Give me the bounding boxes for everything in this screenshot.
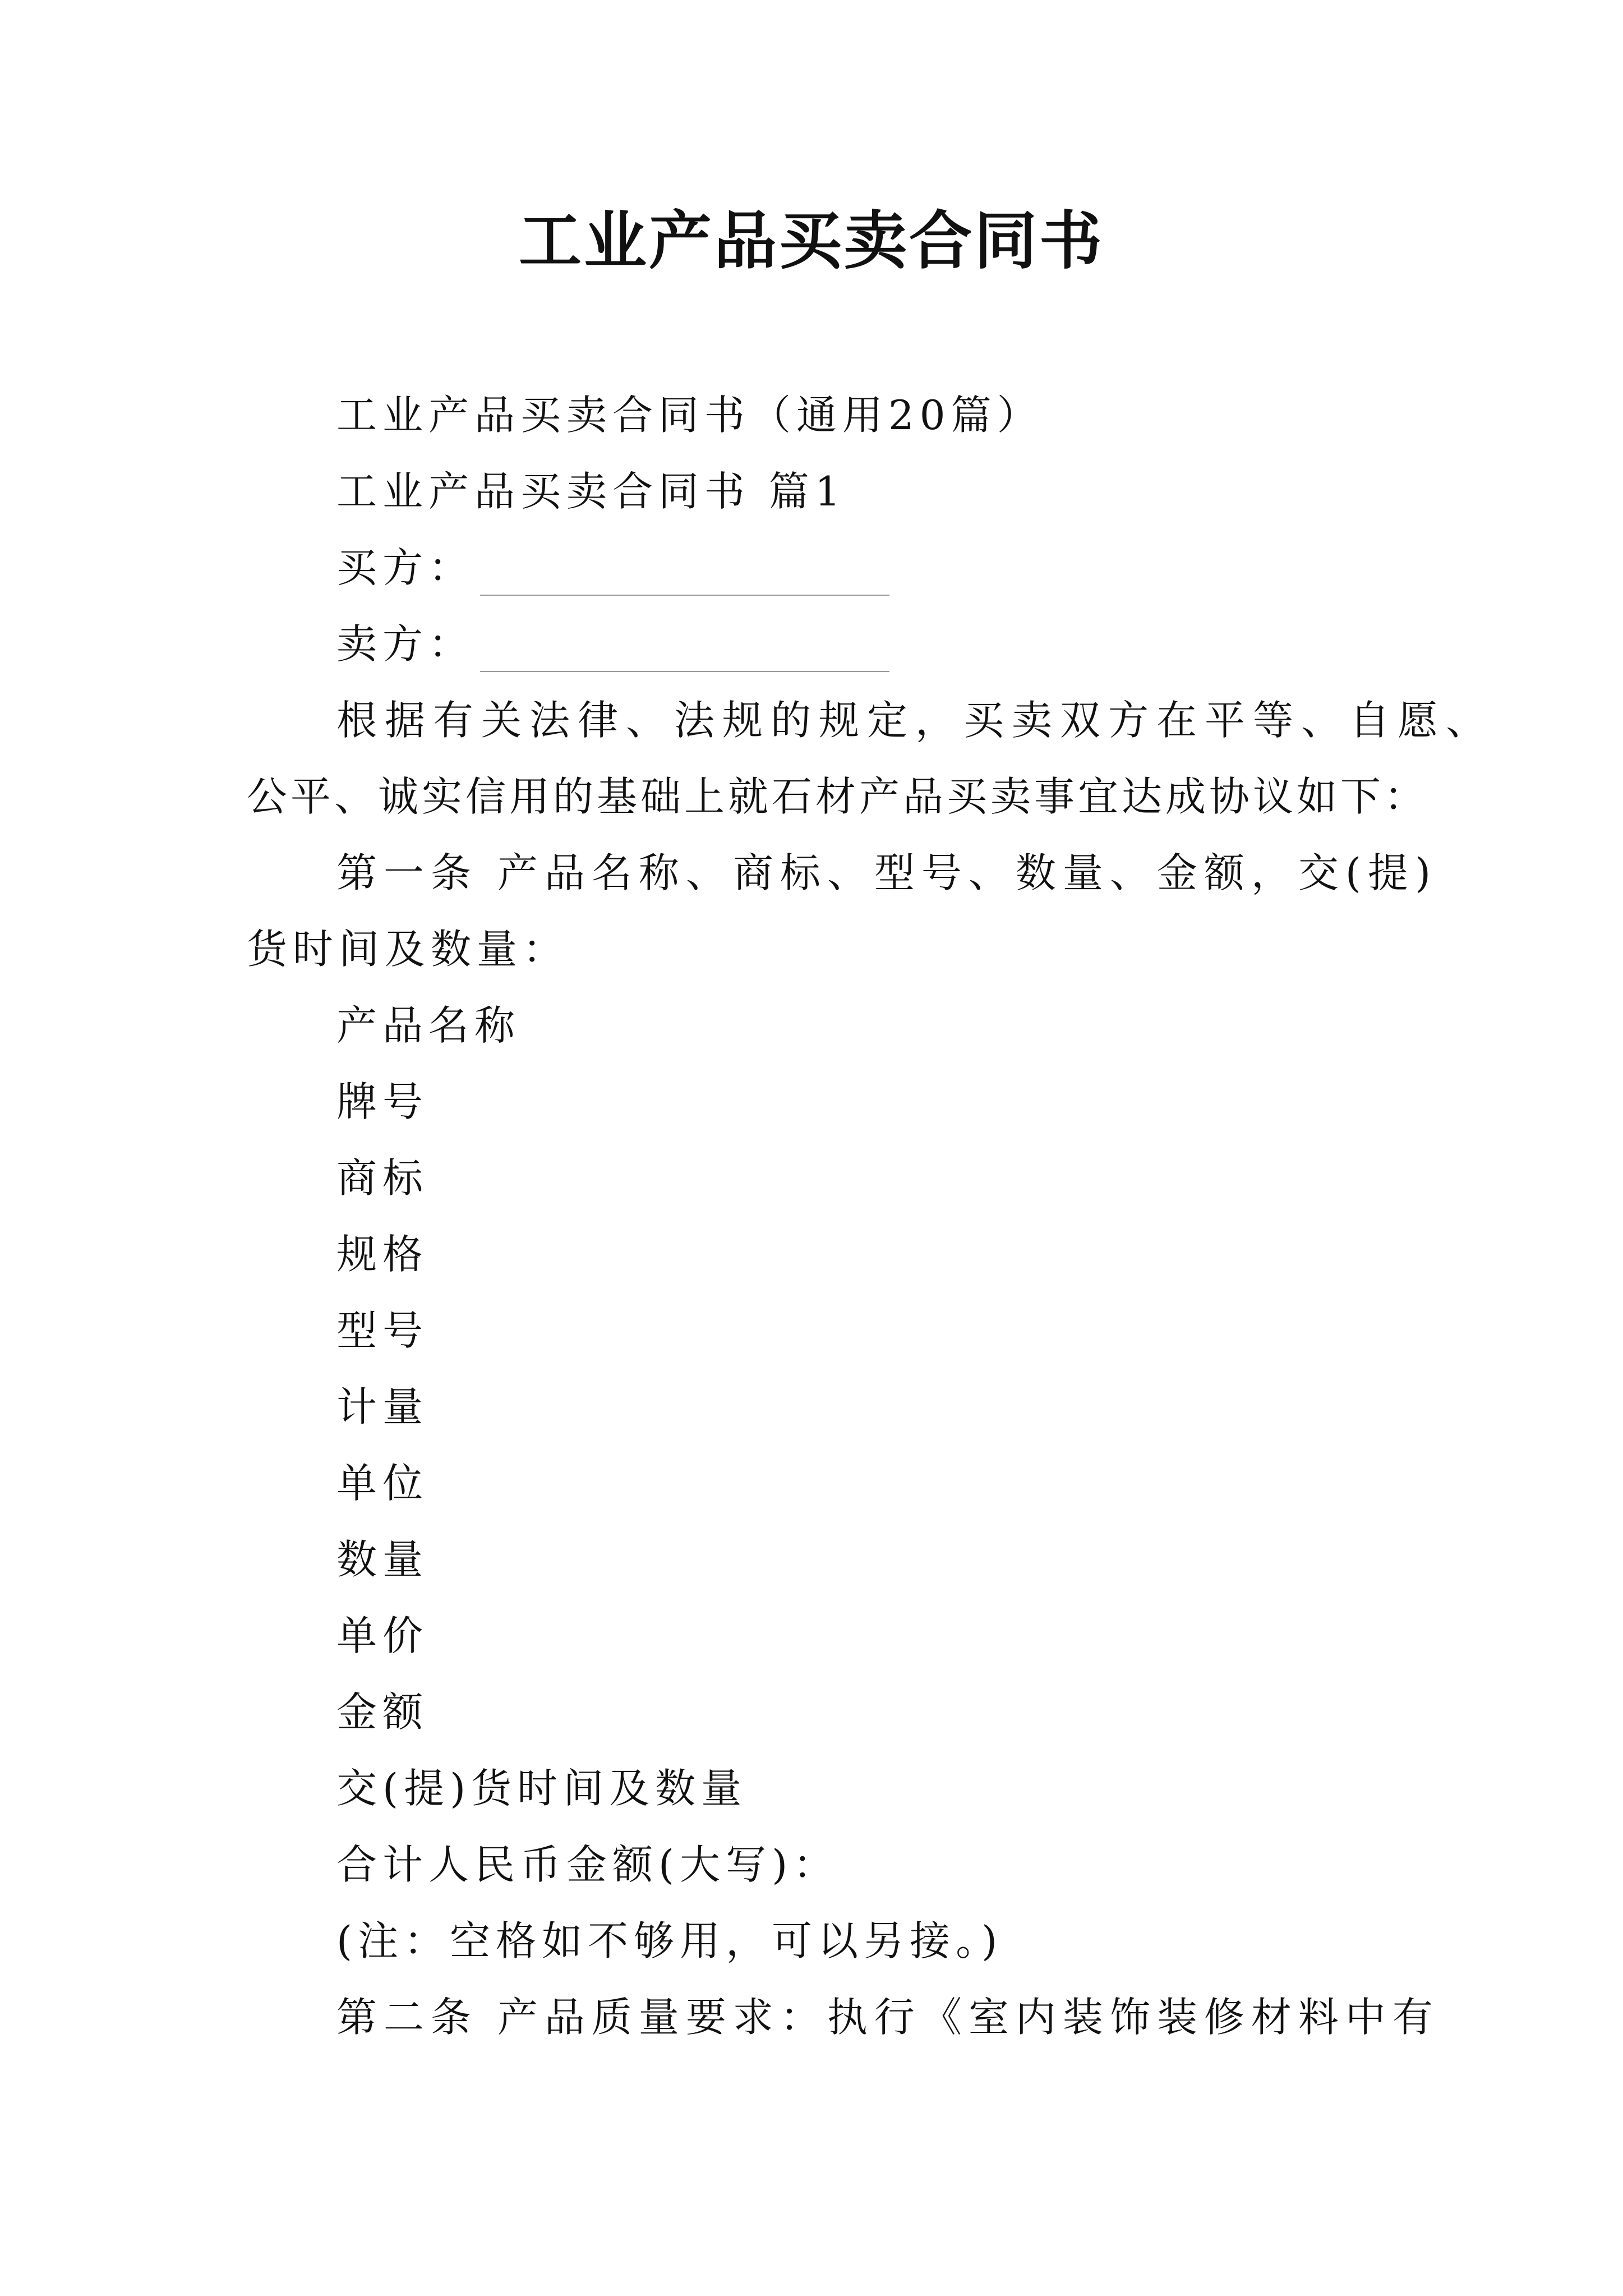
field-delivery-time-quantity: 交(提)货时间及数量: [336, 1765, 748, 1812]
buyer-line: [336, 540, 889, 596]
document-title: 工业产品买卖合同书: [519, 204, 1104, 278]
intro-paragraph-line-2: 公平、诚实信用的基础上就石材产品买卖事宜达成协议如下：: [247, 773, 1428, 820]
field-quantity: 数量: [336, 1536, 429, 1583]
field-amount: 金额: [336, 1688, 429, 1736]
article-2-line-1: 第二条 产品质量要求：执行《室内装饰装修材料中有: [336, 1994, 1440, 2041]
buyer-blank-underline: [480, 555, 889, 596]
buyer-label: 买方：: [336, 544, 475, 591]
field-brand-number: 牌号: [336, 1078, 429, 1125]
field-unit-price: 单价: [336, 1612, 429, 1659]
seller-label: 卖方：: [336, 620, 475, 668]
note-line: (注：空格如不够用，可以另接。): [336, 1917, 1003, 1964]
field-model: 型号: [336, 1307, 429, 1354]
seller-blank-underline: [480, 632, 889, 672]
field-specification: 规格: [336, 1231, 429, 1278]
section-heading: 工业产品买卖合同书 篇1: [336, 468, 846, 515]
document-subtitle: 工业产品买卖合同书（通用20篇）: [336, 392, 1043, 439]
field-unit: 单位: [336, 1460, 429, 1507]
article-1-line-2: 货时间及数量：: [247, 926, 569, 973]
field-trademark: 商标: [336, 1154, 429, 1202]
article-1-line-1: 第一条 产品名称、商标、型号、数量、金额，交(提): [336, 849, 1438, 896]
seller-line: [336, 616, 889, 672]
field-measure: 计量: [336, 1383, 429, 1430]
total-amount-line: 合计人民币金额(大写)：: [336, 1841, 840, 1888]
field-product-name: 产品名称: [336, 1002, 521, 1049]
intro-paragraph-line-1: 根据有关法律、法规的规定，买卖双方在平等、自愿、: [336, 697, 1495, 744]
